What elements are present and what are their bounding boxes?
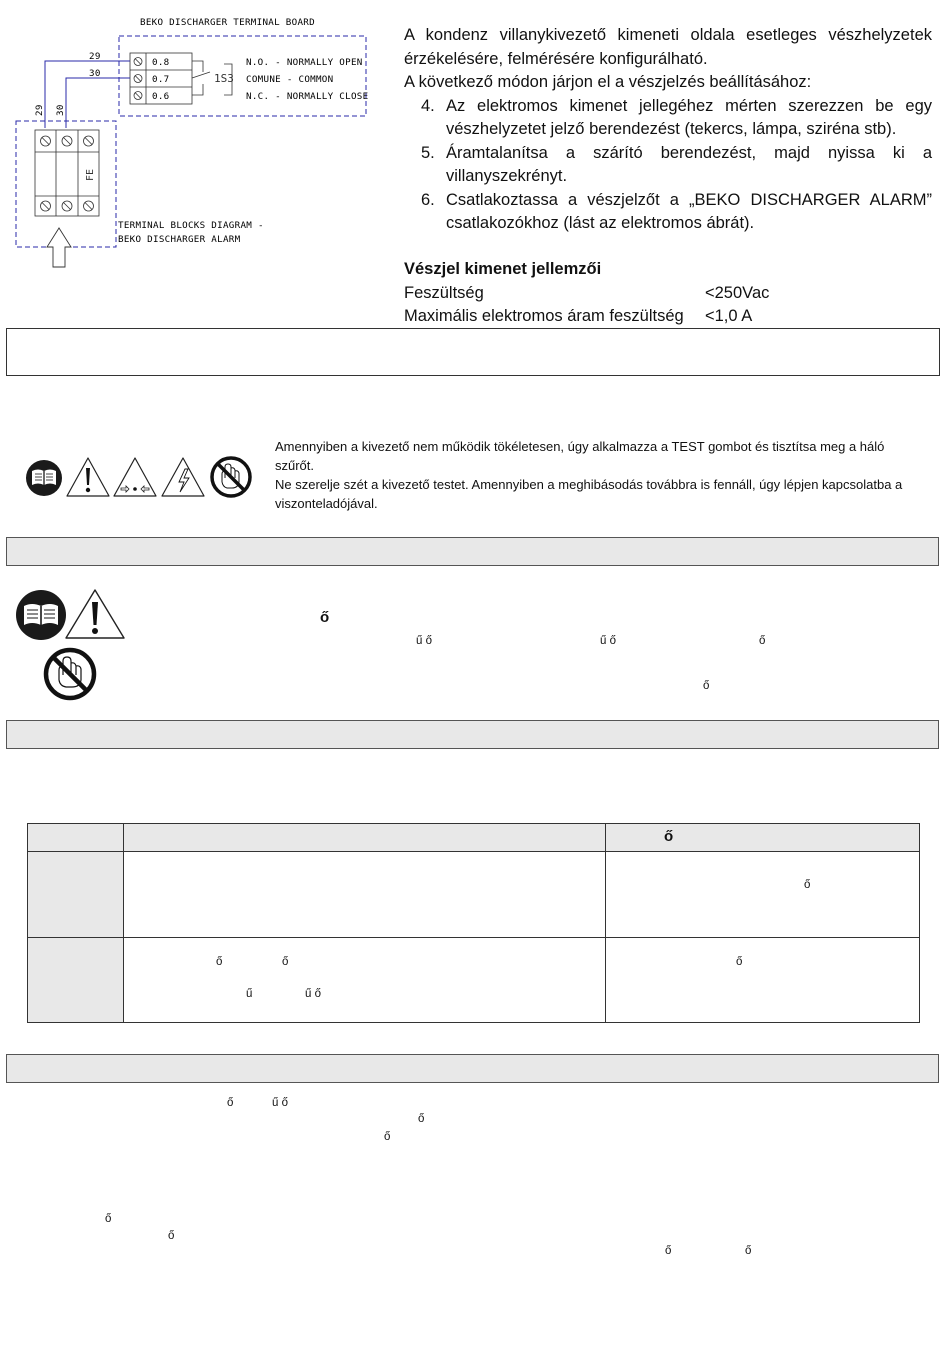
do-not-touch-icon: [46, 650, 94, 698]
terminal-id-3: 0.6: [152, 91, 170, 102]
spec-value: <1,0 A: [705, 307, 753, 325]
specs-block: [404, 258, 932, 329]
electric-hazard-icon: [162, 458, 204, 496]
step-number: 5.: [421, 143, 435, 162]
blocks-caption-1: TERMINAL BLOCKS DIAGRAM -: [118, 220, 264, 231]
intro-paragraph-2: A következő módon járjon el a vészjelzés beállításához:: [404, 73, 812, 91]
table-header-text: ő: [664, 828, 674, 845]
terminal-id-2: 0.7: [152, 74, 170, 85]
step-number: 4.: [421, 96, 435, 115]
table-cell: [28, 852, 124, 938]
intro-paragraph-1: A kondenz villanykivezető kimeneti oldala esetleges vészhelyzetek érzékelésére, felmérésére konfigurálható.: [404, 26, 932, 68]
section-bar: [6, 1054, 939, 1083]
text-fragment: ű ő: [272, 1097, 288, 1109]
step-number: 6.: [421, 190, 435, 209]
relay-label: 1S3: [214, 72, 234, 85]
step-text: Áramtalanítsa a szárító berendezést, majd nyissa ki a villanyszekrényt.: [446, 143, 932, 185]
spec-label: Feszültség: [404, 283, 484, 302]
table-cell: [124, 852, 606, 938]
specs-title: Vészjel kimenet jellemzői: [404, 260, 602, 278]
table-row: [28, 852, 920, 938]
step-text: Csatlakoztassa a vészjelzőt a „BEKO DISCHARGER ALARM” csatlakozókhoz (lást az elektromos ábrát).: [446, 190, 932, 232]
text-fragment: ő: [665, 1245, 672, 1257]
text-fragment: ő: [703, 680, 710, 692]
wire-30-vert-label: 30: [55, 104, 66, 116]
step-item: [404, 142, 932, 189]
text-fragment: ő: [745, 1245, 752, 1257]
text-fragment: ő: [216, 956, 223, 968]
table-header-cell: [124, 824, 606, 852]
text-fragment: ő: [320, 609, 330, 626]
terminal-board-label: BEKO DISCHARGER TERMINAL BOARD: [140, 17, 315, 28]
table-cell: [28, 938, 124, 1023]
step-text: Az elektromos kimenet jellegéhez mérten szerezzen be egy vészhelyzetet jelző berendezést (tekercs, lámpa, sziréna stb).: [446, 96, 932, 138]
spec-label: Maximális elektromos áram feszültség: [404, 307, 684, 325]
flow-direction-icon: [114, 458, 156, 496]
wire-30-label: 30: [89, 68, 101, 79]
text-fragment: ű ő: [600, 635, 616, 647]
safety-icons-block: [14, 586, 130, 704]
maintenance-note: [275, 437, 925, 513]
text-fragment: ő: [759, 635, 766, 647]
steps-list: [404, 95, 932, 236]
terminal-desc-1: N.O. - NORMALLY OPEN: [246, 57, 363, 68]
spec-row: [404, 305, 932, 329]
maintenance-note-line-1: Amennyiben a kivezető nem működik tökéletesen, úgy alkalmazza a TEST gombot és tisztítsa meg a háló szűrőt.: [275, 439, 885, 473]
fe-label: FE: [85, 168, 96, 181]
read-manual-icon: [16, 590, 66, 640]
spec-row: [404, 282, 932, 306]
terminal-desc-2: COMUNE - COMMON: [246, 74, 334, 85]
spec-value: <250Vac: [705, 283, 770, 302]
blocks-caption-2: BEKO DISCHARGER ALARM: [118, 234, 241, 245]
table-cell: [606, 852, 920, 938]
do-not-touch-icon: [212, 458, 250, 496]
step-item: [404, 95, 932, 142]
text-fragment: ő: [227, 1097, 234, 1109]
table-cell: [606, 938, 920, 1023]
text-fragment: ő: [804, 879, 811, 891]
terminal-id-1: 0.8: [152, 57, 170, 68]
table-header-cell: [28, 824, 124, 852]
warning-icon: [67, 458, 109, 496]
wiring-diagram: [0, 0, 390, 275]
step-item: [404, 189, 932, 236]
text-fragment: ő: [282, 956, 289, 968]
text-fragment: ő: [105, 1213, 112, 1225]
text-fragment: ő: [384, 1131, 391, 1143]
safety-icons-row: [24, 454, 256, 502]
section-bar: [6, 537, 939, 566]
read-manual-icon: [26, 460, 62, 496]
table-header-cell: [606, 824, 920, 852]
text-fragment: ő: [736, 956, 743, 968]
troubleshooting-table: [27, 823, 920, 1023]
section-header-box: [6, 328, 940, 376]
text-fragment: ű ő: [416, 635, 432, 647]
text-fragment: ő: [168, 1230, 175, 1242]
table-row: [28, 938, 920, 1023]
section-bar: [6, 720, 939, 749]
signal-wires: [45, 61, 130, 128]
text-fragment: ű ő: [305, 988, 321, 1000]
warning-icon: [66, 590, 124, 638]
wire-29-vert-label: 29: [34, 104, 45, 116]
table-header-row: [28, 824, 920, 852]
text-fragment: ű: [246, 988, 253, 1000]
maintenance-note-line-2: Ne szerelje szét a kivezető testet. Amennyiben a meghibásodás továbbra is fennáll, úgy lépjen kapcsolatba a viszonteladójával.: [275, 477, 903, 511]
wire-29-label: 29: [89, 51, 101, 62]
text-fragment: ő: [418, 1113, 425, 1125]
table-cell: [124, 938, 606, 1023]
terminal-desc-3: N.C. - NORMALLY CLOSE: [246, 91, 369, 102]
intro-text: [404, 24, 932, 236]
